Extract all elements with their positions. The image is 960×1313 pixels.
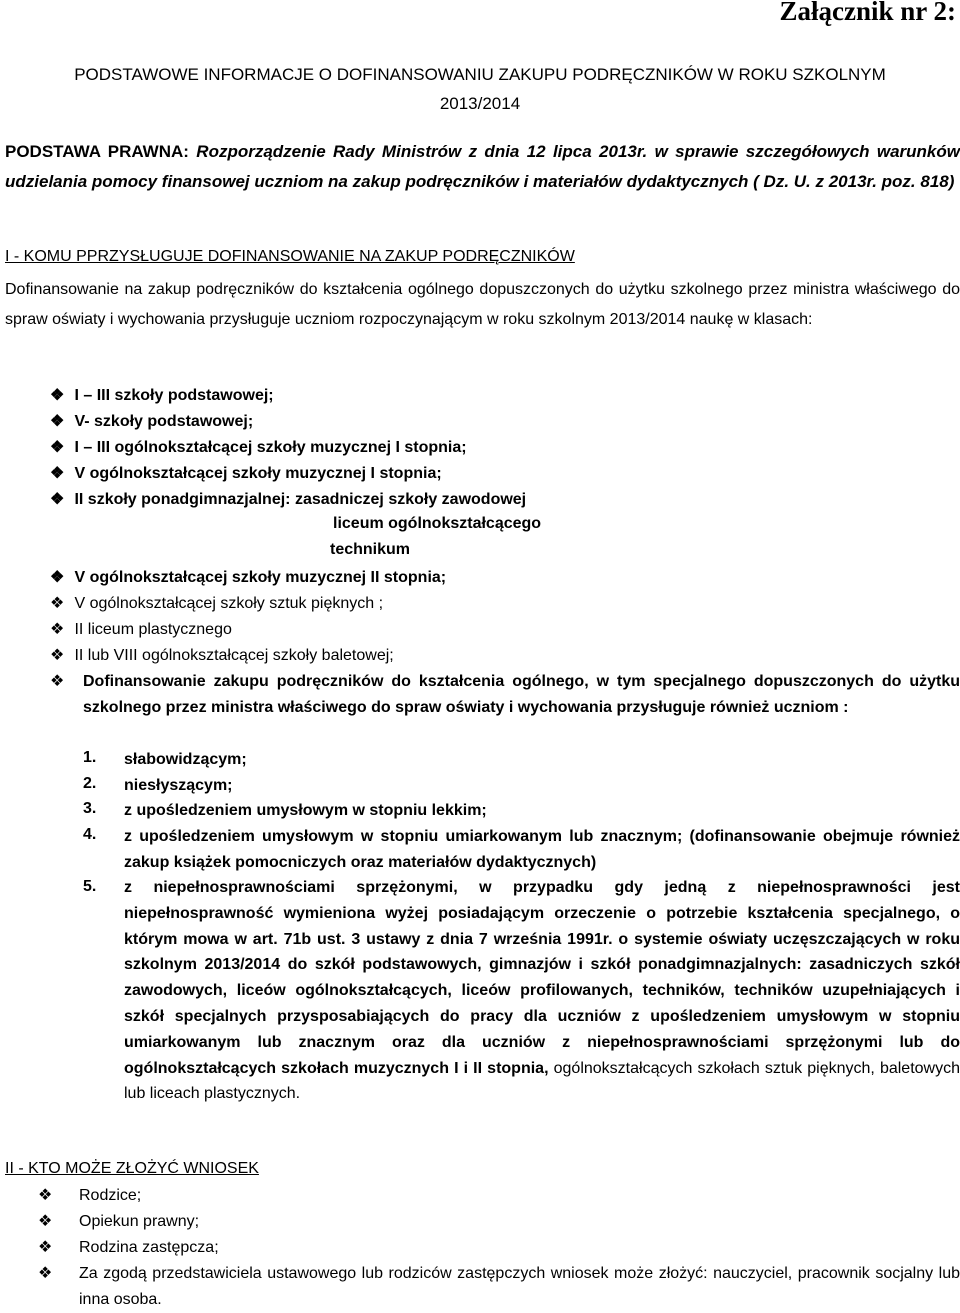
document-title: [0, 60, 960, 118]
diamond-bullet-icon: ❖: [50, 595, 65, 612]
list-number: 3.: [83, 800, 97, 817]
diamond-bullet-icon: ❖: [50, 387, 65, 404]
list-item: ❖ I – III szkoły podstawowej;: [50, 387, 274, 404]
diamond-bullet-icon: ❖: [38, 1263, 53, 1282]
list-item: słabowidzącym;: [124, 751, 247, 768]
list-item: Za zgodą przedstawiciela ustawowego lub rodziców zastępczych wniosek może złożyć: nauczyciel, pracownik socjalny lub inna osoba.: [79, 1265, 960, 1308]
diamond-bullet-icon: ❖: [38, 1237, 53, 1256]
diamond-bullet-icon: ❖: [50, 647, 65, 664]
sub-item: technikum: [330, 541, 411, 558]
diamond-bullet-icon: ❖: [50, 439, 65, 456]
diamond-bullet-icon: ❖: [50, 465, 65, 482]
section-1-heading: I - KOMU PPRZYSŁUGUJE DOFINANSOWANIE NA ZAKUP PODRĘCZNIKÓW: [5, 248, 575, 265]
diamond-bullet-icon: ❖: [38, 1211, 53, 1230]
diamond-bullet-icon: ❖: [50, 671, 65, 690]
list-item: Rodzice;: [79, 1187, 142, 1204]
diamond-bullet-icon: ❖: [50, 491, 65, 508]
title-line-2: 2013/2014: [439, 94, 521, 113]
list-item: niesłyszącym;: [124, 777, 233, 794]
list-item: ❖ V- szkoły podstawowej;: [50, 413, 254, 430]
list-number: 1.: [83, 749, 97, 766]
list-item: ❖ I – III ogólnokształcącej szkoły muzycznej I stopnia;: [50, 439, 467, 456]
list-item: z upośledzeniem umysłowym w stopniu lekkim;: [124, 802, 487, 819]
diamond-bullet-icon: ❖: [38, 1185, 53, 1204]
list-item: Rodzina zastępcza;: [79, 1239, 219, 1256]
list-item: ❖ V ogólnokształcącej szkoły muzycznej II stopnia;: [50, 569, 447, 586]
list-item: ❖ V ogólnokształcącej szkoły muzycznej I stopnia;: [50, 465, 442, 482]
disabled-students-intro: Dofinansowanie zakupu podręczników do kształcenia ogólnego, w tym specjalnego dopuszczonych do użytku szkolnego przez ministra właściwego do spraw oświaty i wychowania przysługuje również uczniom :: [83, 673, 960, 716]
annex-title: Załącznik nr 2:: [779, 0, 956, 26]
list-item: z upośledzeniem umysłowym w stopniu umiarkowanym lub znacznym; (dofinansowanie obejmuje również zakup książek pomocniczych oraz materiałów dydaktycznych): [124, 828, 960, 871]
diamond-bullet-icon: ❖: [50, 413, 65, 430]
diamond-bullet-icon: ❖: [50, 569, 65, 586]
list-number: 4.: [83, 826, 97, 843]
title-line-1: PODSTAWOWE INFORMACJE O DOFINANSOWANIU ZAKUPU PODRĘCZNIKÓW W ROKU SZKOLNYM: [74, 65, 886, 84]
sub-item: liceum ogólnokształcącego: [333, 515, 542, 532]
list-number: 2.: [83, 775, 97, 792]
list-item: z niepełnosprawnościami sprzężonymi, w przypadku gdy jedną z niepełnosprawności jest niepełnosprawność wymieniona wyżej posiadającym orzeczenie o potrzebie kształcenia specjalnego, o którym mowa w art. 71b ust. 3 ustawy z dnia 7 września 1991r. o systemie oświaty uczęszczających w roku szkolnym 2013/2014 do szkół podstawowych, gimnazjów i szkół ponadgimnazjalnych: zasadniczych szkół zawodowych, liceów ogólnokształcących, liceów profilowanych, techników, techników uzupełniających i szkół specjalnych przysposabiających do pracy dla uczniów z upośledzeniem umysłowym w stopniu umiarkowanym lub znacznym oraz dla uczniów z niepełnosprawnościami sprzężonymi lub do ogólnokształcących szkołach muzycznych I i II stopnia, ogólnokształcących szkołach sztuk pięknych, baletowych lub liceach plastycznych.: [124, 879, 960, 1103]
list-item: ❖ V ogólnokształcącej szkoły sztuk pięknych ;: [50, 595, 384, 612]
section-2-heading: II - KTO MOŻE ZŁOŻYĆ WNIOSEK: [5, 1160, 259, 1177]
legal-basis-label: PODSTAWA PRAWNA:: [5, 142, 189, 161]
list-item: ❖ II szkoły ponadgimnazjalnej: zasadniczej szkoły zawodowej: [50, 491, 527, 508]
section-1-paragraph: Dofinansowanie na zakup podręczników do kształcenia ogólnego dopuszczonych do użytku szkolnego przez ministra właściwego do spraw oświaty i wychowania przysługuje uczniom rozpoczynającym w roku szkolnym 2013/2014 naukę w klasach:: [5, 281, 960, 328]
diamond-bullet-icon: ❖: [50, 621, 65, 638]
list-item: ❖ II liceum plastycznego: [50, 621, 232, 638]
legal-basis: [5, 137, 960, 197]
list-item: Opiekun prawny;: [79, 1213, 200, 1230]
list-item: ❖ II lub VIII ogólnokształcącej szkoły baletowej;: [50, 647, 394, 664]
list-number: 5.: [83, 878, 97, 895]
legal-basis-text: Rozporządzenie Rady Ministrów z dnia 12 lipca 2013r. w sprawie szczegółowych warunków udzielania pomocy finansowej uczniom na zakup podręczników i materiałów dydaktycznych ( Dz. U. z 2013r. poz. 818): [5, 142, 960, 191]
